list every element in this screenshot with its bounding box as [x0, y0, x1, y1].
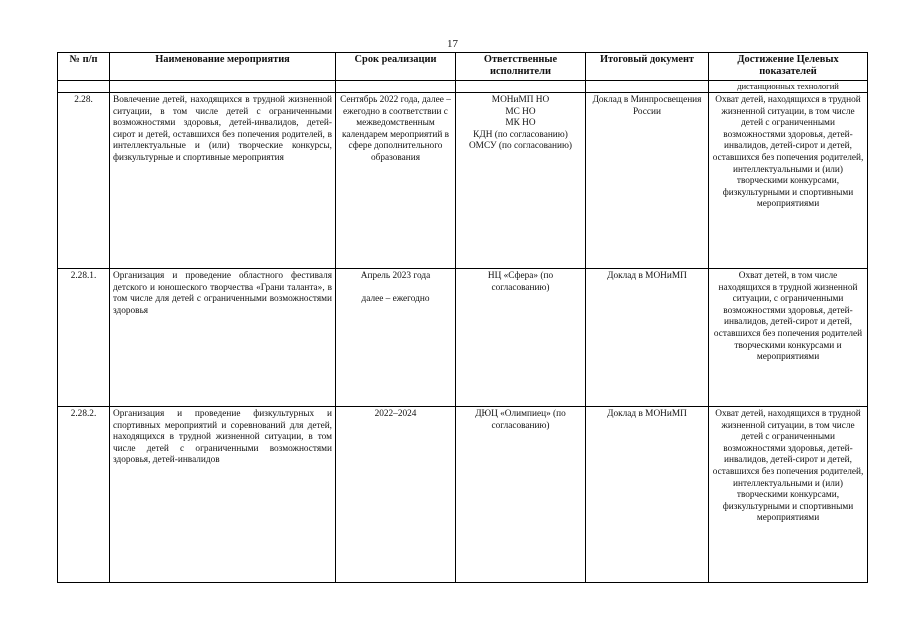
carry-cell-target: дистанционных технологий — [709, 81, 868, 93]
table-header-row — [58, 53, 868, 81]
cell-number: 2.28.1. — [58, 269, 110, 407]
cell-responsible: МОНиМП НО МС НО МК НО КДН (по согласованию) ОМСУ (по согласованию) — [456, 93, 586, 269]
carry-cell-name — [110, 81, 336, 93]
cell-activity-name: Организация и проведение физкультурных и спортивных мероприятий и соревнований для детей, находящихся в трудной жизненной ситуации, в том числе детей с ограниченными возможностями здоровья, детей-инвалидов — [110, 407, 336, 583]
carry-cell-number — [58, 81, 110, 93]
cell-target-indicators: Охват детей, находящихся в трудной жизненной ситуации, в том числе детей с ограниченными возможностями здоровья, детей-инвалидов, детей-сирот и детей, оставшихся без попечения родителей, интеллектуальными и (или) творческими конкурсами, физкультурными и спортивными мероприятиями — [709, 407, 868, 583]
table-row — [58, 407, 868, 583]
table-row — [58, 269, 868, 407]
cell-responsible: НЦ «Сфера» (по согласованию) — [456, 269, 586, 407]
header-term: Срок реализации — [336, 53, 456, 81]
activities-table — [57, 52, 868, 583]
header-activity-name: Наименование мероприятия — [110, 53, 336, 81]
header-target-indicators: Достижение Целевых показателей — [709, 53, 868, 81]
cell-term: Апрель 2023 года далее – ежегодно — [336, 269, 456, 407]
cell-activity-name: Вовлечение детей, находящихся в трудной жизненной ситуации, в том числе детей с ограниченными возможностями здоровья, детей-инвалидов, детей-сирот и детей, оставшихся без попечения родителей, в интеллектуальные и (или) творческие конкурсы, физкультурные и спортивные мероприятия — [110, 93, 336, 269]
cell-number: 2.28.2. — [58, 407, 110, 583]
carry-cell-term — [336, 81, 456, 93]
cell-number: 2.28. — [58, 93, 110, 269]
header-responsible: Ответственные исполнители — [456, 53, 586, 81]
cell-target-indicators: Охват детей, в том числе находящихся в трудной жизненной ситуации, с ограниченными возможностями здоровья, детей-инвалидов, детей-сирот и детей, оставшихся без попечения родителей творческими конкурсами и мероприятиями — [709, 269, 868, 407]
cell-activity-name: Организация и проведение областного фестиваля детского и юношеского творчества «Грани таланта», в том числе для детей с ограниченными возможностями здоровья — [110, 269, 336, 407]
cell-final-document: Доклад в МОНиМП — [586, 269, 709, 407]
cell-target-indicators: Охват детей, находящихся в трудной жизненной ситуации, в том числе детей с ограниченными возможностями здоровья, детей-инвалидов, детей-сирот и детей, оставшихся без попечения родителей, интеллектуальными и (или) творческими конкурсами, физкультурными и спортивными мероприятиями — [709, 93, 868, 269]
header-number: № п/п — [58, 53, 110, 81]
cell-final-document: Доклад в Минпросвещения России — [586, 93, 709, 269]
cell-responsible: ДЮЦ «Олимпиец» (по согласованию) — [456, 407, 586, 583]
cell-final-document: Доклад в МОНиМП — [586, 407, 709, 583]
page-number: 17 — [447, 38, 458, 50]
table-row — [58, 93, 868, 269]
header-final-document: Итоговый документ — [586, 53, 709, 81]
carry-cell-document — [586, 81, 709, 93]
cell-term: Сентябрь 2022 года, далее – ежегодно в соответствии с межведомственным календарем мероприятий в сфере дополнительного образования — [336, 93, 456, 269]
table-row-carryover — [58, 81, 868, 93]
cell-term: 2022–2024 — [336, 407, 456, 583]
carry-cell-responsible — [456, 81, 586, 93]
